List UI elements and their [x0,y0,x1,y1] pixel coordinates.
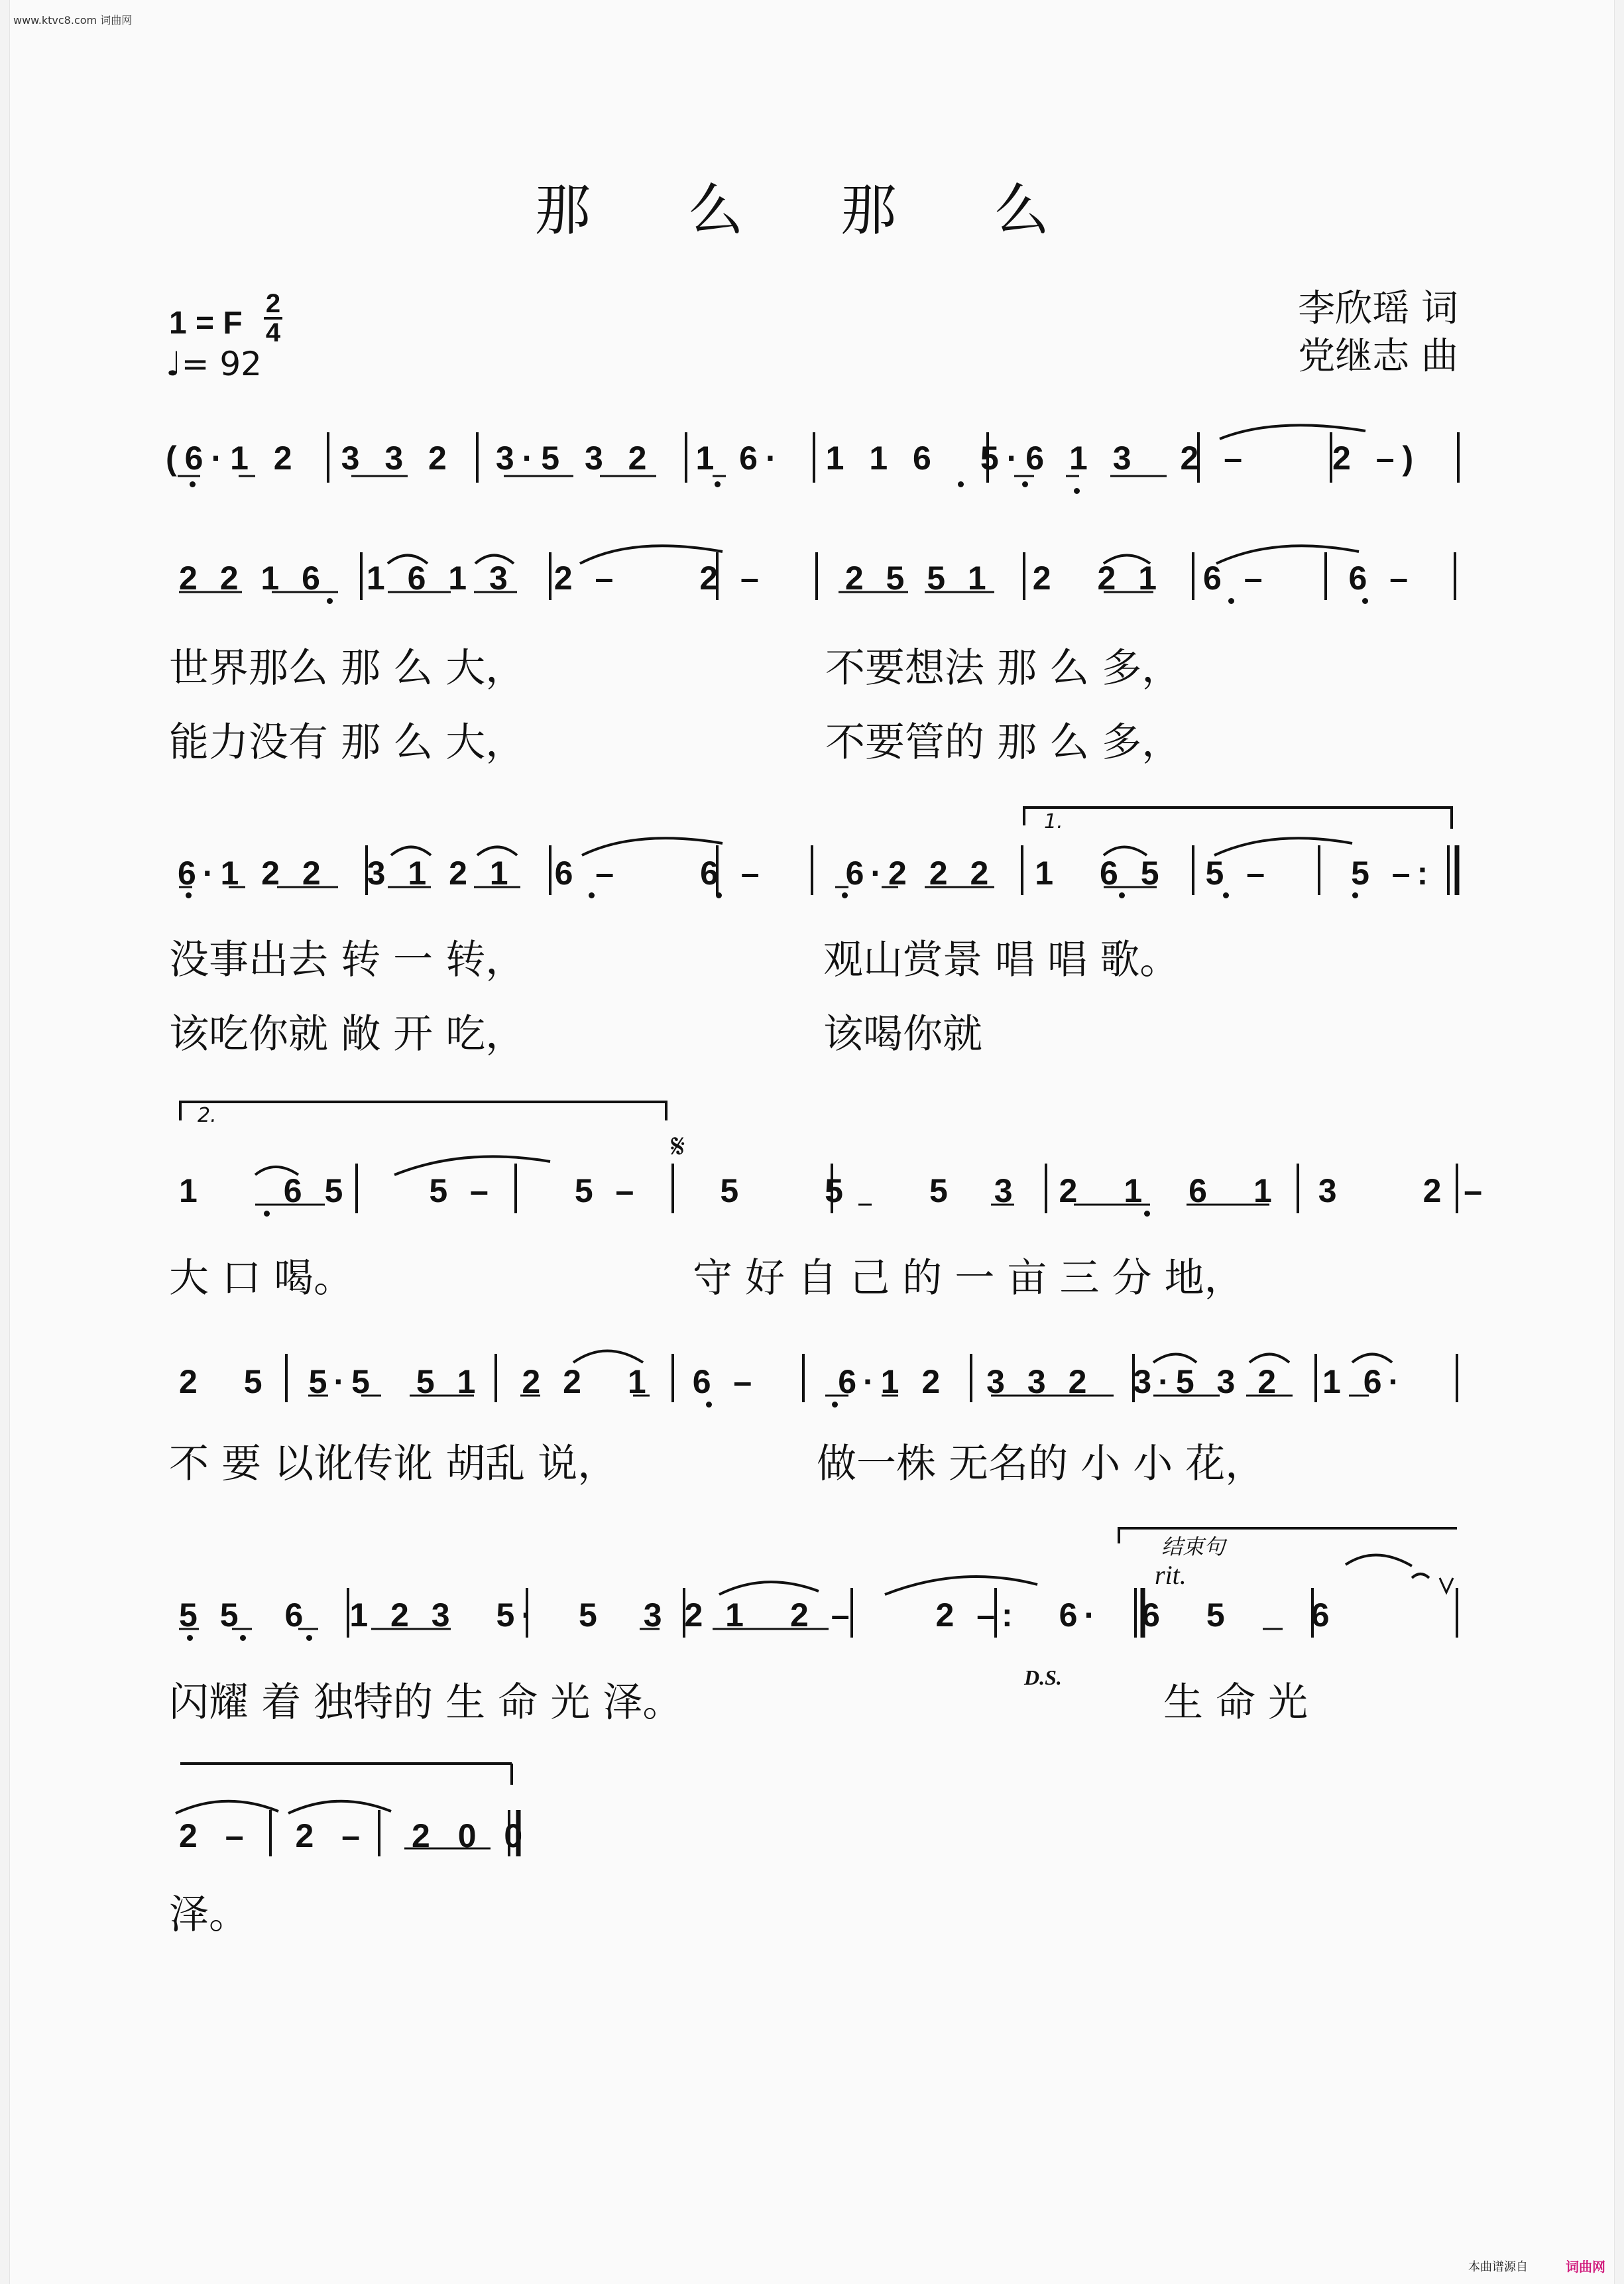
score-row-3: 6·1 2 2 3 1 2 1 6 – 6 – 6·2 2 2 1 6 5 5 – 5 –: [178,855,1435,892]
lyricist: 李欣瑶 词 [1298,287,1458,330]
lyric-line: 泽。 [169,1892,249,1938]
lyric-line: 做一株 无名的 小 小 花， [817,1441,1265,1487]
lyric-line: 没事出去 转 一 转， [169,937,526,983]
lyric-line: 该吃你就 敞 开 吃， [169,1011,526,1057]
second-ending-mark: 2. [198,1104,217,1127]
time-signature: 2 4 [264,292,282,345]
lyric-line: 不要想法 那 么 多， [825,645,1182,691]
rit-marking: rit. [1155,1560,1187,1590]
composer: 党继志 曲 [1298,335,1458,378]
lyric-line: 观山赏景 唱 唱 歌。 [823,937,1180,983]
lyric-line: 生 命 光 [1163,1679,1308,1726]
lyric-line: 世界那么 那 么 大， [169,645,526,691]
page-title: 那 么 那 么 [534,178,1090,243]
score-row-6: 5 5 6 1 2 3 5· 5 3 2 1 2 – 2 –: 6· 6 5 6 [179,1596,1336,1634]
score-row-1: (6·1 2 3 3 2 3·5 3 2 1 6· 1 1 6 5·6 1 3 2 – 2 –) [166,440,1422,477]
score-row-2: 2 2 1 6 1 6 1 3 2 – 2 – 2 5 5 1 2 2 1 6 – 6 – [179,560,1415,597]
lyric-line: 闪耀 着 独特的 生 命 光 泽。 [169,1679,683,1726]
lyric-line: 不要管的 那 么 多， [825,719,1182,766]
footer-credit: 本曲谱源自 [1468,2260,1528,2274]
score-row-7: 2 – 2 – 2 0 0 [179,1817,532,1854]
ds-marking: D.S. [1024,1665,1062,1689]
lyric-line: 能力没有 那 么 大， [169,719,526,766]
score-row-5: 2 5 5·5 5 1 2 2 1 6 – 6·1 2 3 3 2 3·5 3 2 1 6· [179,1363,1407,1400]
tempo-marking: ♩= 92 [166,345,262,383]
score-row-4: 1 6 5 5 – 5 – 5 5 5 3 2 1 6 1 3 2 – [179,1172,1489,1209]
first-ending-mark: 1. [1044,810,1063,833]
site-header: www.ktvc8.com 词曲网 [13,14,133,27]
key-signature: 1 = F [169,306,243,341]
lyric-line: 该喝你就 [823,1011,982,1057]
lyric-line: 大 口 喝。 [169,1255,354,1301]
footer-brand[interactable]: 词曲网 [1566,2259,1605,2275]
segno-sign: 𝄋 [671,1127,685,1166]
lyric-line: 不 要 以讹传讹 胡乱 说， [169,1441,618,1487]
lyric-line: 守 好 自 己 的 一 亩 三 分 地， [693,1255,1244,1301]
ending-phrase-label: 结束句 [1161,1534,1226,1559]
